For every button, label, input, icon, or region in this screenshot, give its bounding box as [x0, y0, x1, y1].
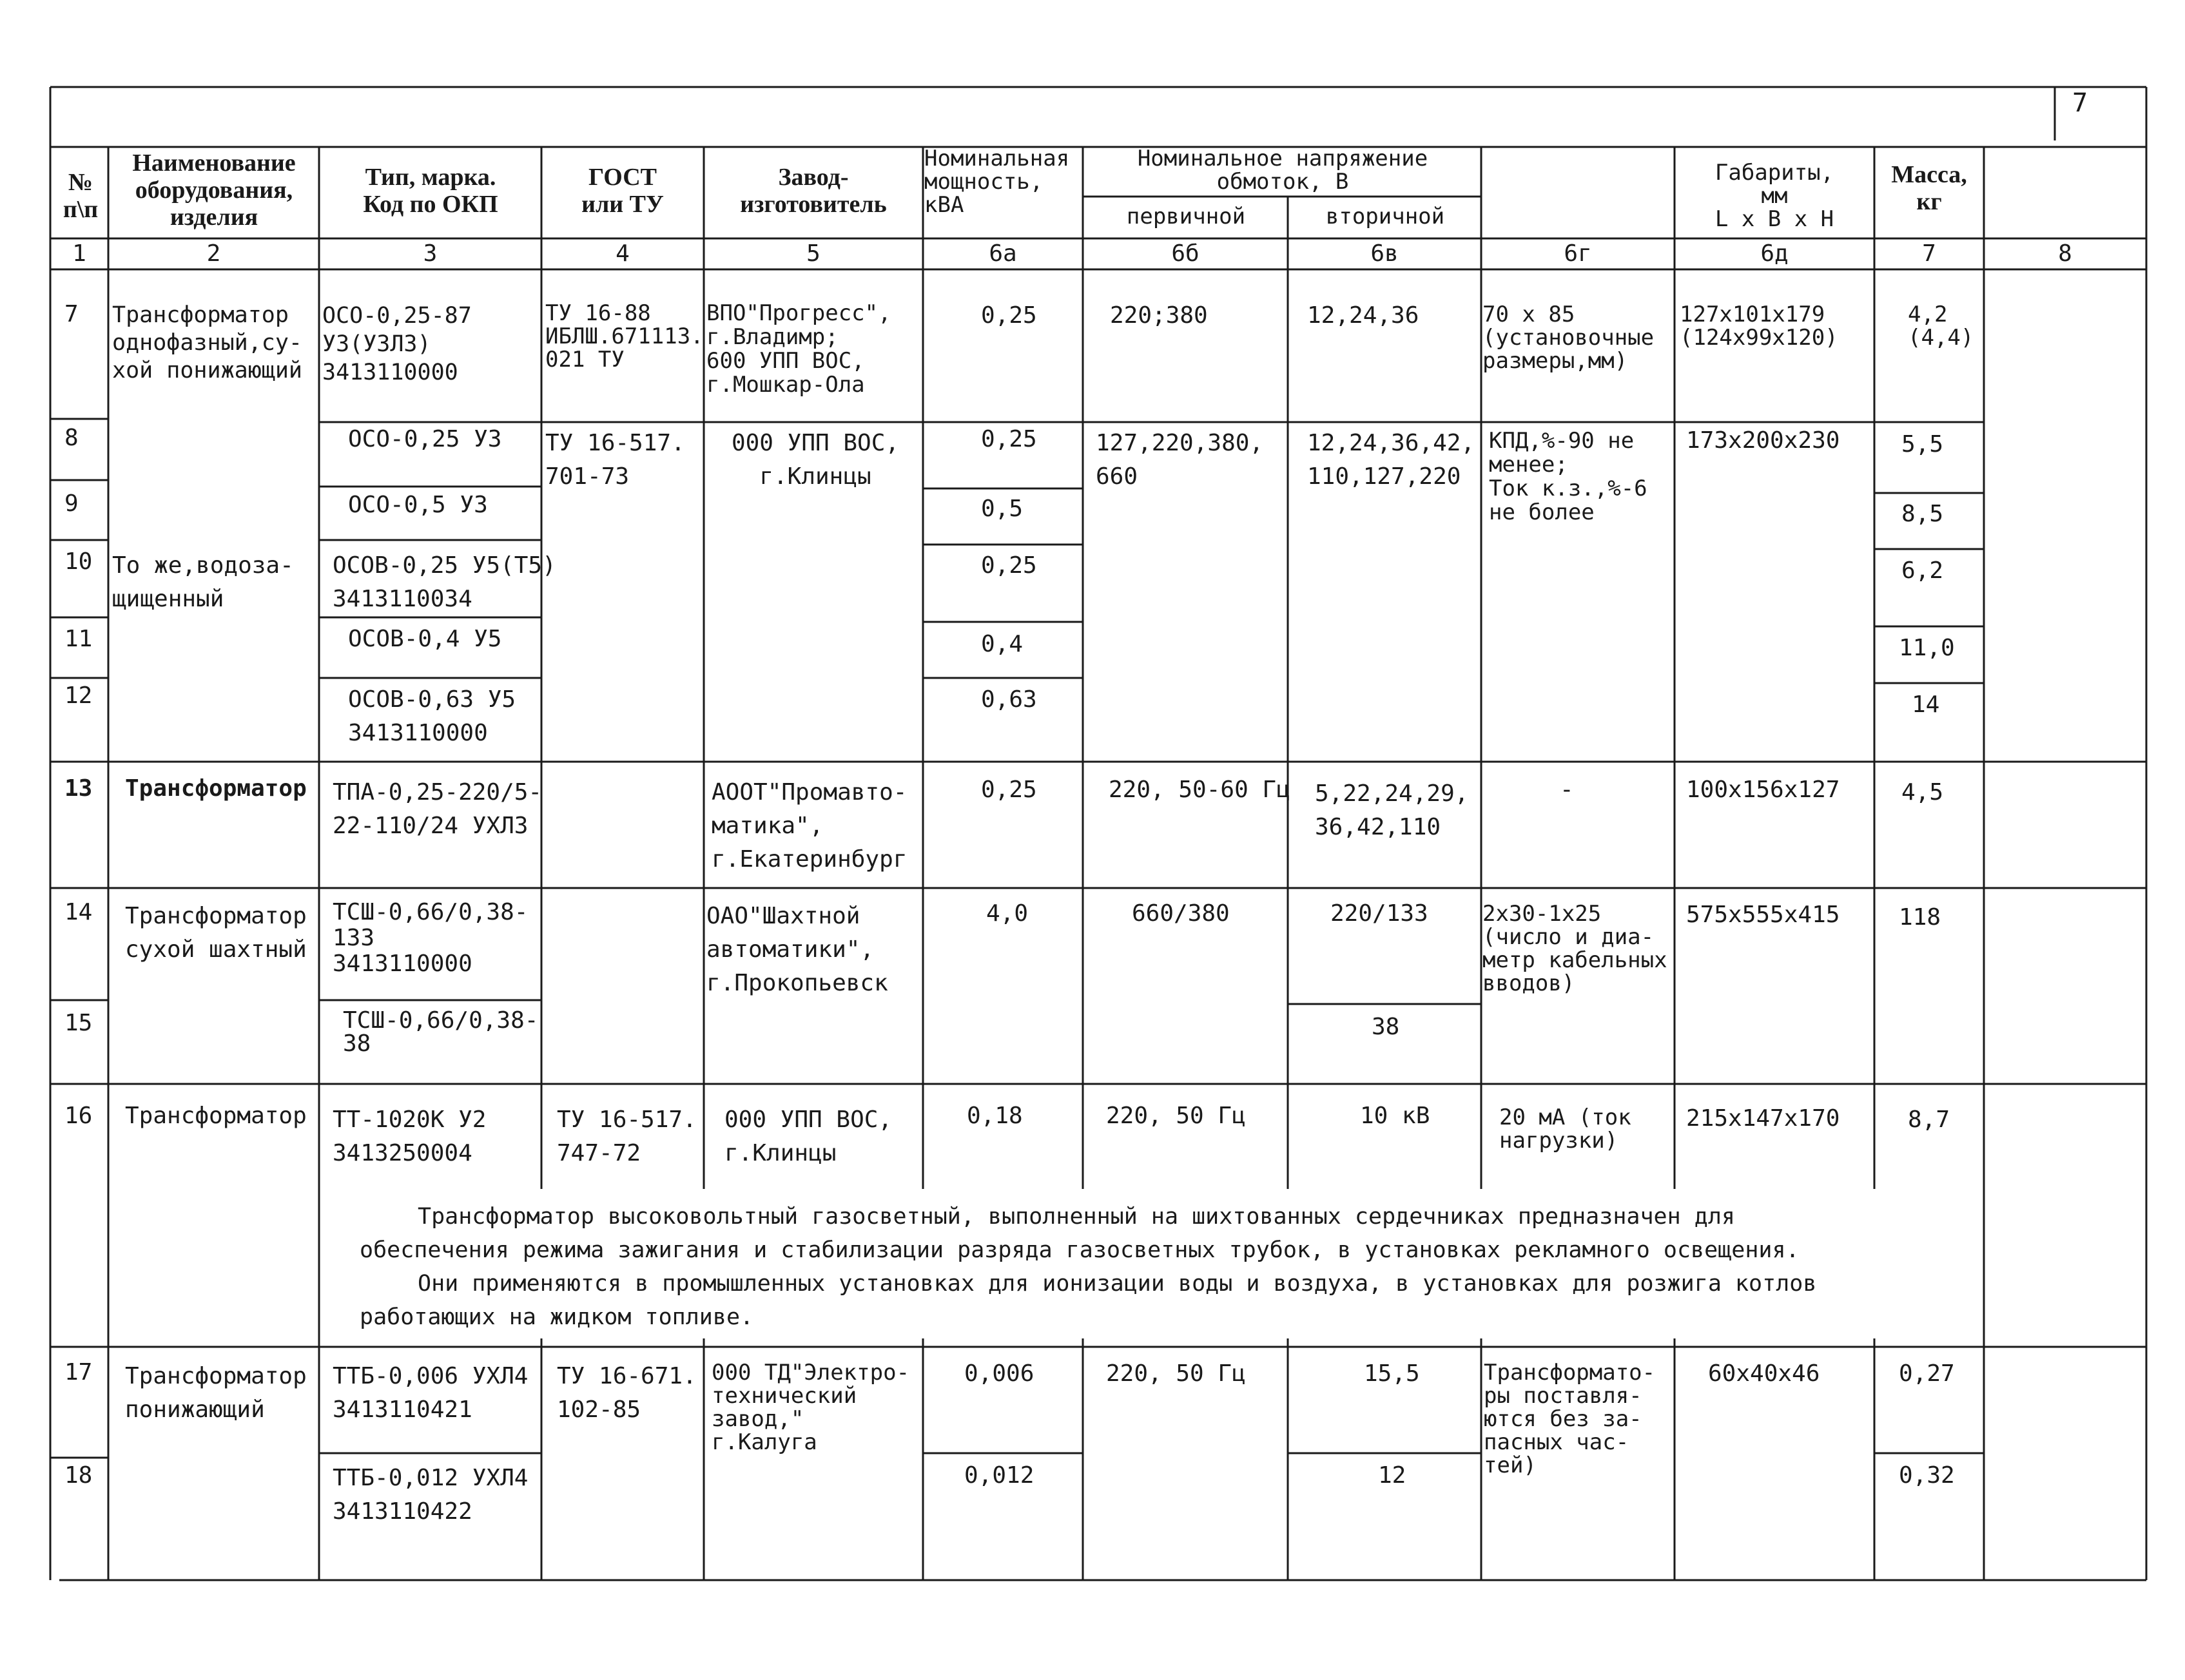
header-primary: первичной — [1126, 204, 1246, 229]
row-number: 7 — [64, 301, 79, 327]
equipment-type: ОСОВ-0,25 У5(Т5) 341З110034 — [333, 552, 556, 612]
col-number: 3 — [423, 240, 438, 267]
mass-value: 8,7 — [1908, 1106, 1950, 1133]
dimensions-value: 173x200x230 — [1686, 427, 1840, 454]
header-name: Наименование оборудования, изделия — [132, 150, 296, 231]
row-number: 15 — [64, 1010, 93, 1036]
row-number: 11 — [64, 626, 93, 652]
manufacturer: АООТ"Промавто- матика", г.Екатеринбург — [712, 779, 908, 873]
primary-voltage: 220;380 — [1110, 302, 1208, 329]
col-number: 6д — [1760, 240, 1789, 267]
primary-voltage: 660/380 — [1132, 900, 1230, 927]
note-line: обеспечения режима зажигания и стабилизации разряда газосветных трубок, в установках рекламного освещения. — [360, 1237, 1800, 1263]
parameters-note: 20 мА (ток нагрузки) — [1499, 1105, 1631, 1154]
secondary-voltage: 10 кВ — [1360, 1103, 1430, 1129]
mass-value: 4,5 — [1901, 779, 1944, 806]
dimensions-value: 60x40x46 — [1708, 1360, 1820, 1387]
mass-value: 5,5 — [1901, 431, 1944, 458]
power-value: 0,25 — [981, 302, 1037, 329]
power-value: 0,25 — [981, 552, 1037, 579]
dimensions-value: 215x147x170 — [1686, 1105, 1840, 1132]
power-value: 0,18 — [967, 1103, 1023, 1129]
row-number: 10 — [64, 548, 93, 575]
row-number: 8 — [64, 425, 79, 451]
page-number: 7 — [2072, 88, 2088, 118]
row-number: 12 — [64, 682, 93, 709]
row-number: 17 — [64, 1359, 93, 1386]
header-number: № п\п — [63, 169, 99, 223]
secondary-voltage: 15,5 — [1364, 1360, 1420, 1387]
mass-value: 118 — [1899, 904, 1941, 931]
primary-voltage: 127,220,380, 660 — [1096, 430, 1264, 490]
parameters-note: 2х30-1х25 (число и диа- метр кабельных вводов) — [1482, 901, 1667, 996]
power-value: 0,25 — [981, 777, 1037, 803]
equipment-type: ТСШ-0,66/0,38- 38 — [343, 1007, 539, 1057]
equipment-name: Трансформатор сухой шахтный — [125, 903, 307, 963]
mass-value: 14 — [1912, 691, 1940, 718]
col-number: 4 — [616, 240, 630, 267]
mass-value: 8,5 — [1901, 501, 1944, 527]
equipment-type: ТПА-0,25-220/5- 22-110/24 УХЛ3 — [333, 779, 543, 839]
equipment-type: ТТБ-0,012 УХЛ4 3413110422 — [333, 1465, 529, 1525]
manufacturer: 000 УПП ВОС, г.Клинцы — [731, 430, 900, 490]
power-value: 0,006 — [964, 1360, 1034, 1387]
primary-voltage: 220, 50-60 Гц — [1109, 777, 1290, 803]
equipment-name: Трансформатор — [125, 775, 307, 802]
gost-spec: ТУ 16-88 ИБЛШ.671113. 021 ТУ — [545, 300, 704, 372]
mass-value: 0,27 — [1899, 1360, 1955, 1387]
power-value: 0,25 — [981, 426, 1037, 452]
header-voltage: Номинальное напряжение обмоток, В — [1137, 146, 1428, 195]
equipment-type: ОСО-0,25 У3 — [348, 426, 502, 452]
power-value: 0,5 — [981, 496, 1024, 522]
row-number: 14 — [64, 899, 93, 925]
note-line: Трансформатор высоковольтный газосветный, выполненный на шихтованных сердечниках предназначен для — [418, 1204, 1735, 1230]
mass-value: 11,0 — [1899, 635, 1955, 661]
parameters-note: Трансформато- ры поставля- ются без за- пасных час- тей) — [1484, 1360, 1656, 1478]
mass-value: 0,32 — [1899, 1462, 1955, 1489]
secondary-voltage: 38 — [1372, 1014, 1400, 1040]
primary-voltage: 220, 50 Гц — [1106, 1360, 1246, 1387]
col-number: 6в — [1370, 240, 1399, 267]
header-secondary: вторичной — [1325, 204, 1445, 229]
equipment-type: ТСШ-0,66/0,38- 133 341З110000 — [333, 899, 529, 977]
equipment-name: То же,водоза- щищенный — [112, 552, 294, 612]
parameters-note: КПД,%-90 не менее; Ток к.з.,%-6 не более — [1489, 428, 1647, 525]
dimensions-value: 100x156x127 — [1686, 777, 1840, 803]
equipment-type: ОСОВ-0,4 У5 — [348, 626, 502, 652]
power-value: 0,63 — [981, 686, 1037, 713]
col-number: 5 — [806, 240, 821, 267]
equipment-type: ТТБ-0,006 УХЛ4 3413110421 — [333, 1363, 529, 1423]
secondary-voltage: 12,24,36,42, 110,127,220 — [1307, 430, 1475, 490]
header-dimensions: Габариты, мм L x B x H — [1714, 160, 1834, 232]
primary-voltage: 220, 50 Гц — [1106, 1103, 1246, 1129]
dimensions-value: 127x101x179 (124x99x120) — [1680, 302, 1838, 351]
header-mass: Масса, кг — [1891, 161, 1967, 215]
col-number: 6б — [1171, 240, 1199, 267]
power-value: 0,4 — [981, 631, 1024, 657]
secondary-voltage: 220/133 — [1330, 900, 1428, 927]
equipment-type: ОСО-0,25-87 У3(У3Л3) 341З110000 — [322, 303, 472, 385]
equipment-type: ТТ-1020К У2 3413250004 — [333, 1106, 487, 1166]
parameters-note: 70 х 85 (установочные размеры,мм) — [1482, 302, 1655, 374]
gost-spec: ТУ 16-671. 102-85 — [557, 1363, 697, 1423]
equipment-name: Трансформатор понижающий — [125, 1363, 307, 1423]
header-plant: Завод- изготовитель — [740, 164, 887, 218]
dimensions-value: 575x555x415 — [1686, 902, 1840, 928]
col-number: 6а — [989, 240, 1017, 267]
header-gost: ГОСТ или ТУ — [581, 164, 664, 218]
note-line: Они применяются в промышленных установках для ионизации воды и воздуха, в установках для розжига котлов — [418, 1271, 1817, 1297]
row-number: 13 — [64, 775, 93, 802]
secondary-voltage: 5,22,24,29, 36,42,110 — [1315, 780, 1469, 840]
equipment-type: ОСО-0,5 У3 — [348, 492, 488, 518]
manufacturer: ВПО"Прогресс", г.Владимр; 600 УПП ВОС, г.Мошкар-Ола — [706, 300, 891, 398]
parameters-note: - — [1560, 777, 1574, 803]
manufacturer: 000 ТД"Электро- технический завод," г.Калуга — [712, 1360, 910, 1455]
power-value: 4,0 — [986, 900, 1029, 927]
secondary-voltage: 12,24,36 — [1307, 302, 1419, 329]
mass-value: 6,2 — [1901, 557, 1944, 584]
power-value: 0,012 — [964, 1462, 1034, 1489]
col-number: 8 — [2058, 240, 2072, 267]
equipment-name: Трансформатор однофазный,су- хой понижающий — [112, 302, 303, 383]
header-type: Тип, марка. Код по ОКП — [363, 164, 498, 218]
row-number: 18 — [64, 1462, 93, 1489]
col-number: 1 — [72, 240, 86, 267]
row-number: 16 — [64, 1103, 93, 1129]
header-power: Номинальная мощность, кВА — [924, 146, 1070, 218]
note-line: работающих на жидком топливе. — [360, 1304, 754, 1330]
row-number: 9 — [64, 490, 79, 517]
secondary-voltage: 12 — [1378, 1462, 1406, 1489]
equipment-type: ОСОВ-0,63 У5 341З110000 — [348, 686, 516, 746]
manufacturer: 000 УПП ВОС, г.Клинцы — [724, 1106, 893, 1166]
mass-value: 4,2 (4,4) — [1908, 302, 1974, 351]
col-number: 7 — [1922, 240, 1936, 267]
col-number: 6г — [1564, 240, 1592, 267]
col-number: 2 — [206, 240, 221, 267]
equipment-name: Трансформатор — [125, 1103, 307, 1129]
gost-spec: ТУ 16-517. 747-72 — [557, 1106, 697, 1166]
manufacturer: ОАО"Шахтной автоматики", г.Прокопьевск — [706, 903, 888, 996]
gost-spec: ТУ 16-517. 701-73 — [545, 430, 685, 490]
